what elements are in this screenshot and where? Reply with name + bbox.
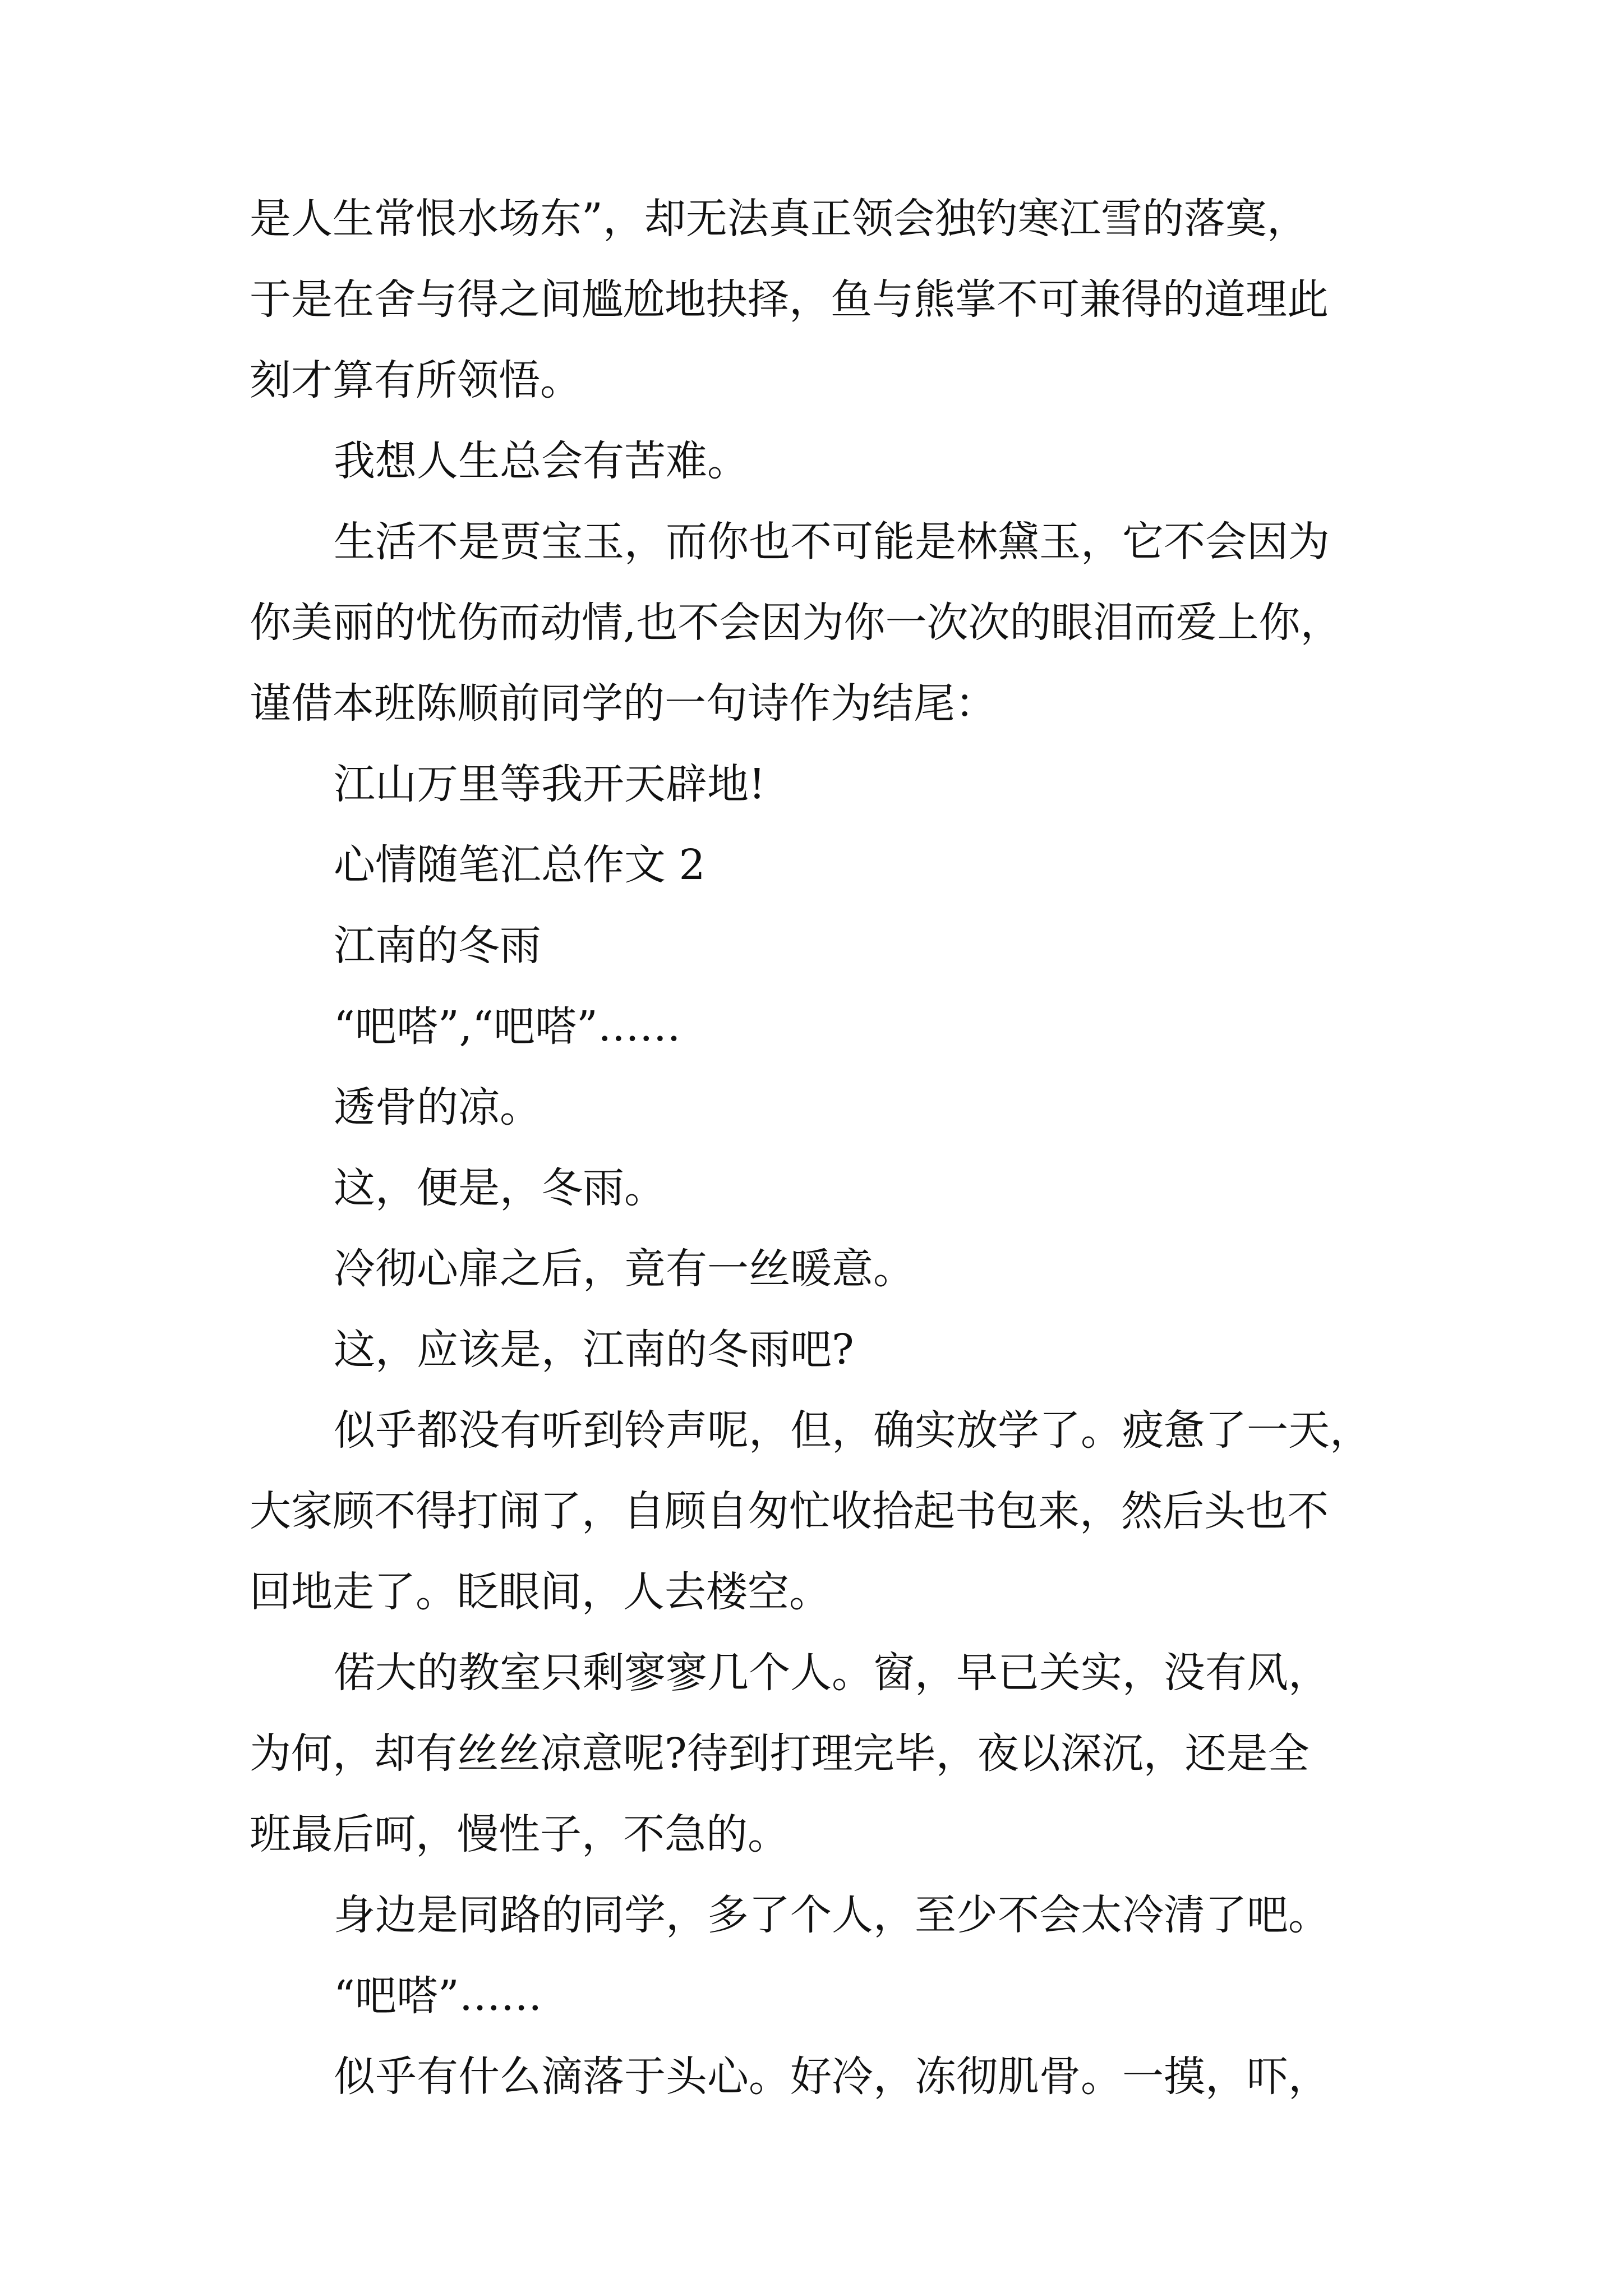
paragraph	[250, 1632, 1399, 1875]
text-line: 似乎有什么滴落于头心。好冷，冻彻肌骨。一摸，吓，	[334, 2053, 1330, 2101]
text-line: 班最后呵，慢性子，不急的。	[250, 1810, 789, 1858]
text-line: 于是在舍与得之间尴尬地抉择，鱼与熊掌不可兼得的道理此	[250, 275, 1329, 324]
essay-title	[250, 905, 1399, 986]
text-line: 谨借本班陈顺前同学的一句诗作为结尾：	[250, 679, 997, 728]
text-line: 为何，却有丝丝凉意呢?待到打理完毕，夜以深沉，还是全	[250, 1729, 1310, 1778]
paragraph	[250, 501, 1399, 744]
text-line: 江山万里等我开天辟地!	[334, 760, 766, 808]
text-line: “吧嗒”,“吧嗒”……	[334, 1002, 681, 1051]
section-heading	[250, 825, 1399, 905]
text-line: 偌大的教室只剩寥寥几个人。窗，早已关实，没有风，	[334, 1649, 1330, 1697]
text-line: “吧嗒”……	[334, 1972, 542, 2020]
text-line: 这，便是，冬雨。	[334, 1164, 666, 1212]
text-line: 透骨的凉。	[334, 1083, 541, 1131]
text-line: 回地走了。眨眼间，人去楼空。	[250, 1568, 831, 1616]
text-line: 大家顾不得打闹了，自顾自匆忙收拾起书包来，然后头也不	[250, 1487, 1329, 1535]
text-line: 身边是同路的同学，多了个人，至少不会太冷清了吧。	[334, 1891, 1330, 1939]
text-line: 心情随笔汇总作文 2	[334, 841, 706, 889]
paragraph	[250, 1309, 1399, 1390]
paragraph	[250, 1875, 1399, 1955]
paragraph	[250, 986, 1399, 1067]
paragraph	[250, 1390, 1399, 1632]
paragraph	[250, 178, 1399, 421]
text-line: 你美丽的忧伤而动情,也不会因为你一次次的眼泪而爱上你，	[250, 599, 1342, 647]
paragraph	[250, 421, 1399, 501]
text-line: 似乎都没有听到铃声呢，但，确实放学了。疲惫了一天，	[334, 1406, 1371, 1455]
text-line: 江南的冬雨	[334, 922, 541, 970]
paragraph	[250, 2036, 1399, 2117]
document-body	[250, 178, 1399, 2117]
text-line: 刻才算有所领悟。	[250, 356, 582, 404]
paragraph	[250, 1955, 1399, 2036]
paragraph	[250, 1148, 1399, 1228]
text-line: 这，应该是，江南的冬雨吧?	[334, 1326, 854, 1374]
text-line: 是人生常恨水场东”，却无法真正领会独钓寒江雪的落寞，	[250, 195, 1308, 243]
text-line: 冷彻心扉之后，竟有一丝暖意。	[334, 1245, 915, 1293]
paragraph	[250, 744, 1399, 825]
paragraph	[250, 1228, 1399, 1309]
paragraph	[250, 1067, 1399, 1148]
text-line: 生活不是贾宝玉，而你也不可能是林黛玉，它不会因为	[334, 518, 1330, 566]
text-line: 我想人生总会有苦难。	[334, 437, 749, 485]
